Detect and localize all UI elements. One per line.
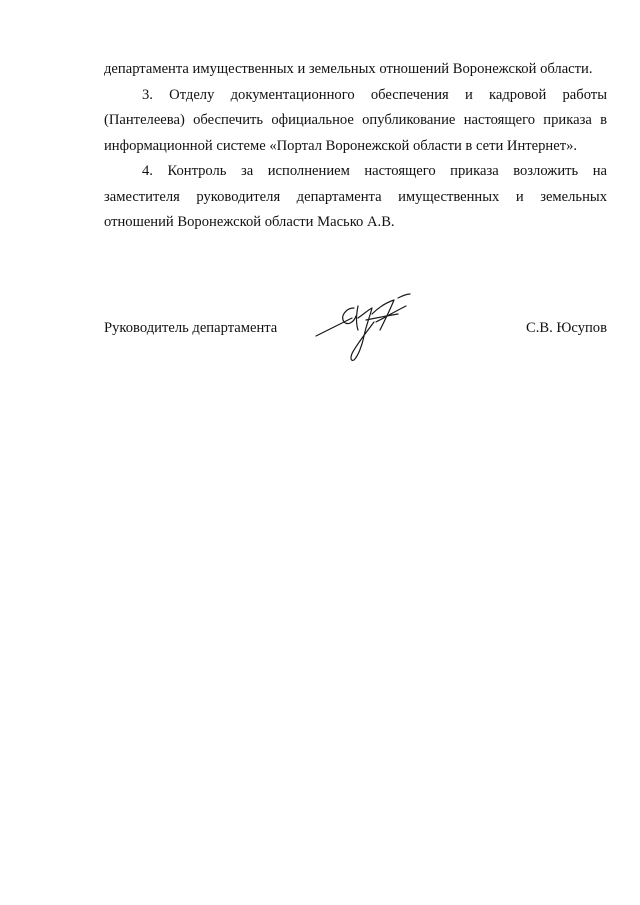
paragraph-continuation: департамента имущественных и земельных отношений Воронежской области. (104, 61, 593, 77)
signatory-title: Руководитель департамента (104, 320, 278, 336)
handwritten-signature-icon (314, 292, 424, 364)
signatory-name: С.В. Юсупов (526, 320, 607, 336)
document-body (104, 57, 607, 236)
paragraph-item-4: 4. Контроль за исполнением настоящего приказа возложить на заместителя руководителя департамента имущественных и земельных отношений Воронежской области Масько А.В. (104, 163, 607, 230)
paragraph-item-3: 3. Отделу документационного обеспечения и кадровой работы (Пантелеева) обеспечить официальное опубликование настоящего приказа в информационной системе «Портал Воронежской области в сети Интернет». (104, 86, 607, 154)
